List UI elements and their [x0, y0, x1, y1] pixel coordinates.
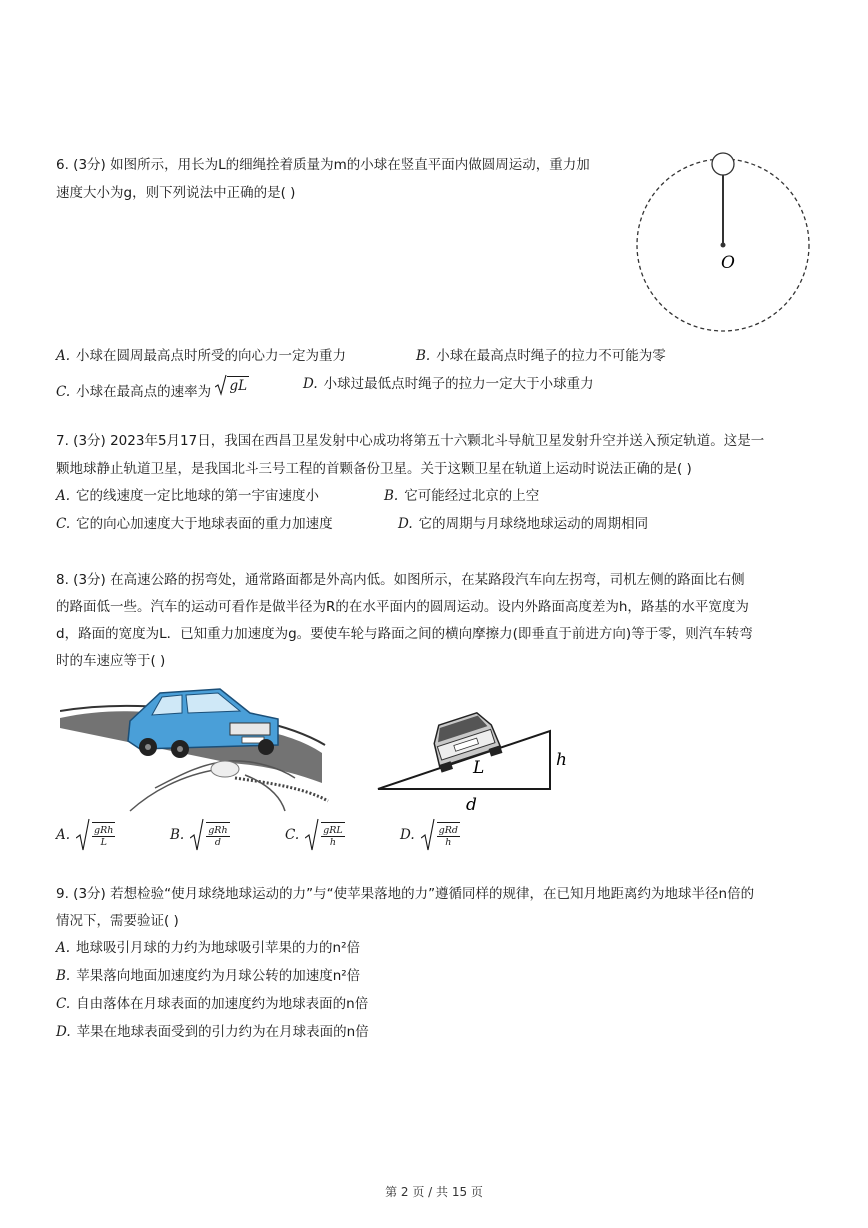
q6-stem-line2: 速度大小为g，则下列说法中正确的是( )	[56, 185, 296, 201]
q9-option-b: B. 苹果落向地面加速度约为月球公转的加速度n²倍	[56, 968, 361, 984]
q6-stem-line1: 6. (3分) 如图所示，用长为L的细绳拴着质量为m的小球在竖直平面内做圆周运动，重力加	[56, 157, 590, 173]
q6-option-a: A. 小球在圆周最高点时所受的向心力一定为重力	[56, 348, 347, 364]
q9-stem-line1: 9. (3分) 若想检验“使月球绕地球运动的力”与“使苹果落地的力”遵循同样的规律，在已知月地距离约为地球半径n倍的	[56, 886, 755, 902]
q8-stem-line2: 的路面低一些。汽车的运动可看作是做半径为R的在水平面内的圆周运动。设内外路面高度差为h，路基的水平宽度为	[56, 599, 749, 615]
q7-option-b: B. 它可能经过北京的上空	[384, 488, 540, 504]
sqrt-fraction: $\frac{\text{gRh}}{L}$	[76, 818, 115, 852]
q6-circle-figure	[630, 148, 816, 340]
q8-option-c: C. $\frac{\text{gRL}}{h}$	[285, 818, 345, 852]
q7-option-a: A. 它的线速度一定比地球的第一宇宙速度小	[56, 488, 320, 504]
q9-stem-line2: 情况下，需要验证( )	[56, 913, 179, 929]
q6-option-d: D. 小球过最低点时绳子的拉力一定大于小球重力	[303, 376, 594, 392]
label-h: h	[556, 750, 567, 770]
page-footer: 第 2 页 / 共 15 页	[385, 1185, 483, 1199]
q9-option-c: C. 自由落体在月球表面的加速度约为地球表面的n倍	[56, 996, 369, 1012]
q7-option-d: D. 它的周期与月球绕地球运动的周期相同	[398, 516, 649, 532]
sqrt-expression: gL	[215, 374, 249, 396]
q9-option-a: A. 地球吸引月球的力约为地球吸引苹果的力的n²倍	[56, 940, 361, 956]
sqrt-fraction: $\frac{\text{gRd}}{h}$	[421, 818, 460, 852]
q6-option-b: B. 小球在最高点时绳子的拉力不可能为零	[416, 348, 666, 364]
q7-option-c: C. 它的向心加速度大于地球表面的重力加速度	[56, 516, 333, 532]
incline-diagram	[374, 698, 574, 816]
center-point	[721, 243, 726, 248]
q8-stem-line4: 时的车速应等于( )	[56, 653, 166, 669]
q7-stem-line1: 7. (3分) 2023年5月17日，我国在西昌卫星发射中心成功将第五十六颗北斗导航卫星发射升空并送入预定轨道。这是一	[56, 433, 765, 449]
q6-option-c: C. 小球在最高点的速率为 gL	[56, 374, 249, 402]
label-d: d	[466, 795, 477, 815]
sqrt-fraction: $\frac{\text{gRL}}{h}$	[305, 818, 345, 852]
q8-option-a: A. $\frac{\text{gRh}}{L}$	[56, 818, 115, 852]
q8-option-d: D. $\frac{\text{gRd}}{h}$	[400, 818, 460, 852]
q8-option-b: B. $\frac{\text{gRh}}{d}$	[170, 818, 230, 852]
sqrt-fraction: $\frac{\text{gRh}}{d}$	[190, 818, 229, 852]
car-turning-illustration	[60, 683, 336, 813]
q8-stem-line3: d，路面的宽度为L．已知重力加速度为g。要使车轮与路面之间的横向摩擦力(即垂直于前进方向)等于零，则汽车转弯	[56, 626, 753, 642]
q7-stem-line2: 颗地球静止轨道卫星，是我国北斗三号工程的首颗备份卫星。关于这颗卫星在轨道上运动时说法正确的是( )	[56, 461, 692, 477]
label-l: L	[473, 758, 485, 778]
label-o: O	[721, 253, 735, 273]
q9-option-d: D. 苹果在地球表面受到的引力约为在月球表面的n倍	[56, 1024, 369, 1040]
ball	[712, 153, 734, 175]
q8-stem-line1: 8. (3分) 在高速公路的拐弯处，通常路面都是外高内低。如图所示，在某路段汽车向左拐弯，司机左侧的路面比右侧	[56, 572, 745, 588]
